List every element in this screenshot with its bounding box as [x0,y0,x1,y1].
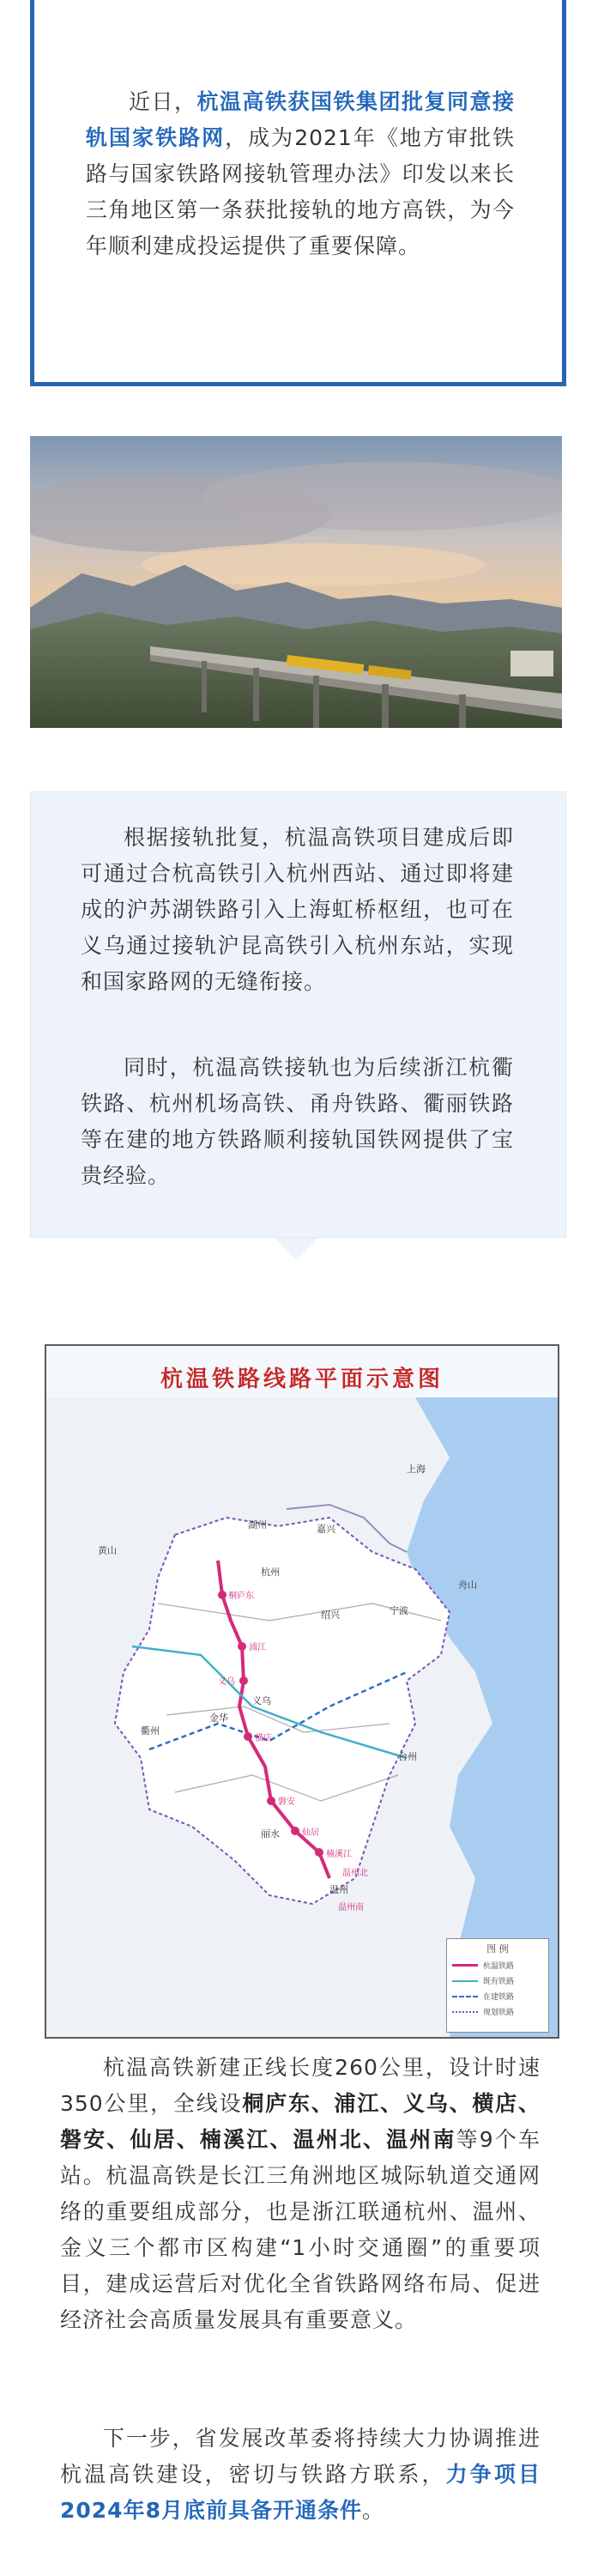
legend-row [452,1991,543,2002]
next-steps-paragraph [60,2421,541,2529]
map-label: 杭州 [261,1567,280,1578]
map-label: 金华 [209,1712,228,1724]
railway-photo-svg [30,436,562,728]
next-steps-end: 。 [361,2498,384,2523]
map-label: 绍兴 [321,1609,340,1621]
map-label: 湖州 [248,1519,267,1530]
route-map [45,1344,559,2039]
map-label: 台州 [398,1751,417,1762]
intro-callout [30,0,566,386]
legend-swatch [452,1980,478,1982]
map-station-label: 桐庐东 [228,1591,254,1601]
map-label: 嘉兴 [317,1524,335,1535]
map-station-label: 浦江 [249,1643,266,1652]
station-list: 桐庐东、浦江、义乌、横店、磐安、仙居、楠溪江、温州北、温州南 [60,2091,541,2152]
map-station-label: 义乌 [218,1677,235,1687]
map-station-label: 仙居 [302,1828,319,1838]
map-station-label: 横店 [255,1734,272,1743]
map-station-label: 磐安 [278,1797,295,1807]
next-steps-highlight: 力争项目2024年8月底前具备开通条件 [60,2462,541,2523]
callout-notch [275,1238,319,1260]
legend-row [452,1975,543,1986]
map-station-label: 楠溪江 [326,1850,352,1859]
map-label: 衢州 [141,1725,160,1737]
line-description-lead: 杭温高铁新建正线长度260公里，设计时速350公里，全线设 [60,2055,541,2116]
legend-label: 杭温铁路 [483,1962,515,1971]
intro-rest: ，成为2021年《地方审批铁路与国家铁路网接轨管理办法》印发以来长三角地区第一条获批接轨的地方高铁，为今年顺利建成投运提供了重要保障。 [86,125,515,258]
map-label: 上海 [407,1464,426,1475]
map-legend [446,1938,549,2033]
map-label: 温州 [329,1884,348,1895]
legend-row [452,2006,543,2017]
map-station-label: 温州南 [338,1903,364,1912]
legend-label: 规划铁路 [483,2009,515,2017]
legend-row [452,1960,543,1971]
connection-paragraph-1: 根据接轨批复，杭温高铁项目建成后即可通过合杭高铁引入杭州西站、通过即将建成的沪苏湖铁路引入上海虹桥枢纽，也可在义乌通过接轨沪昆高铁引入杭州东站，实现和国家路网的无缝衔接。 [81,825,514,994]
map-label: 黄山 [98,1545,117,1556]
connection-callout [30,791,566,1238]
map-label: 宁波 [390,1605,408,1616]
map-label: 丽水 [261,1828,280,1840]
connection-paragraph-2: 同时，杭温高铁接轨也为后续浙江杭衢铁路、杭州机场高铁、甬舟铁路、衢丽铁路等在建的地方铁路顺利接轨国铁网提供了宝贵经验。 [81,1055,514,1188]
map-graphic [46,1346,558,2037]
map-label: 舟山 [458,1579,477,1591]
legend-label: 在建铁路 [483,1993,515,2002]
map-title: 杭温铁路线路平面示意图 [160,1367,444,1392]
intro-highlight: 杭温高铁获国铁集团批复同意接轨国家铁路网 [86,89,515,150]
intro-paragraph [86,84,515,264]
legend-title: 图 例 [486,1943,509,1955]
line-description-paragraph [60,2050,541,2338]
map-label: 义乌 [252,1695,271,1706]
legend-label: 既有铁路 [483,1978,515,1986]
legend-swatch [452,1964,478,1967]
next-steps-lead: 下一步，省发展改革委将持续大力协调推进杭温高铁建设，密切与铁路方联系， [60,2426,541,2487]
railway-photo [30,436,562,728]
legend-swatch [452,1996,478,1997]
legend-swatch [452,2011,478,2013]
intro-lead: 近日， [129,89,197,114]
map-station-label: 温州北 [342,1869,368,1878]
line-description-rest: 等9个车站。杭温高铁是长江三角洲地区城际轨道交通网络的重要组成部分，也是浙江联通杭州、温州、金义三个都市区构建“1小时交通圈”的重要项目，建成运营后对优化全省铁路网络布局、促进经济社会高质量发展具有重要意义。 [60,2127,541,2332]
